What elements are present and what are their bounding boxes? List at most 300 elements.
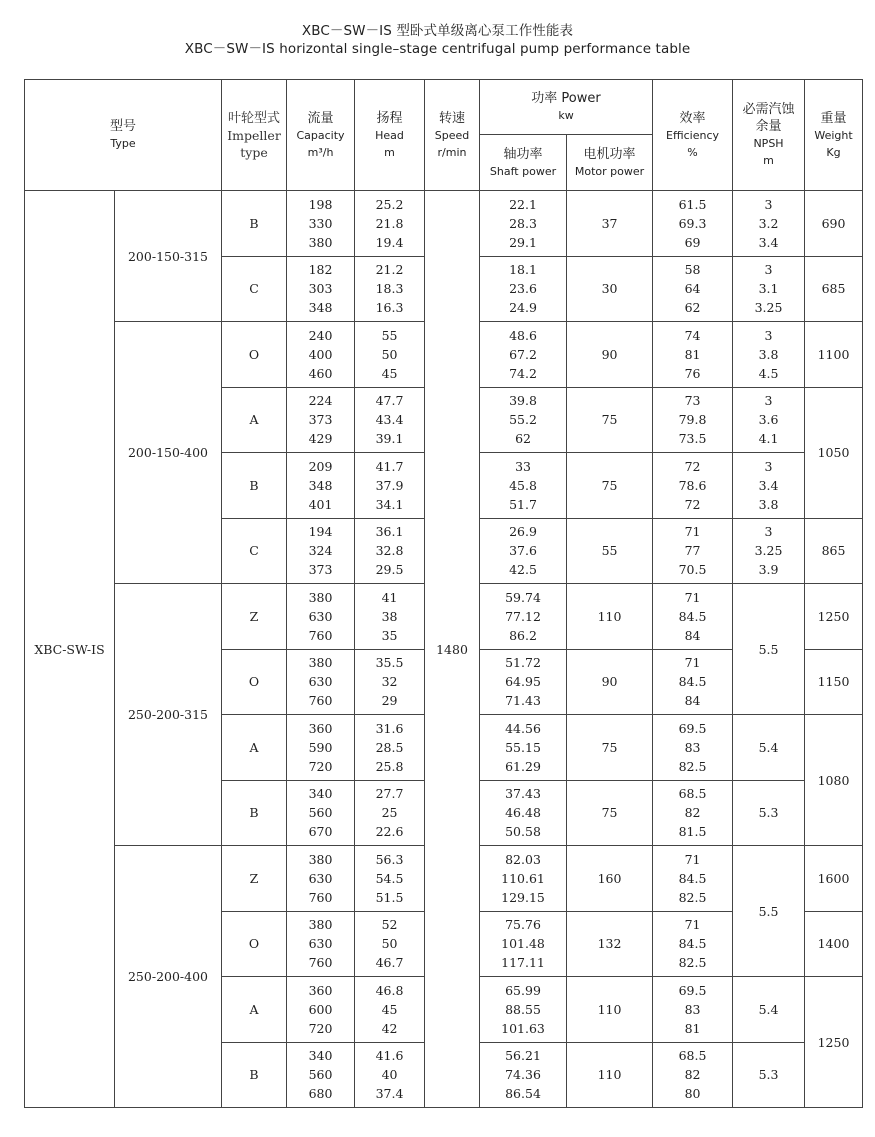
npsh-value: 3	[764, 393, 773, 409]
header-npsh-unit: m	[763, 154, 774, 167]
npsh-value: 3.8	[758, 346, 779, 362]
shaft-power-value: 110.61	[501, 870, 545, 886]
shaft-power-value: 86.2	[509, 627, 537, 643]
head-value: 56.3	[375, 851, 404, 867]
capacity-value: 324	[308, 543, 333, 559]
capacity-value: 348	[308, 300, 333, 316]
efficiency-value: 72	[684, 458, 701, 474]
npsh-cell	[733, 256, 805, 322]
head-value: 38	[381, 608, 398, 624]
head-value: 25.8	[375, 758, 404, 774]
shaft-power-value: 65.99	[505, 982, 541, 998]
efficiency-value: 71	[684, 524, 701, 540]
npsh-cell	[733, 387, 805, 453]
efficiency-value: 69.3	[678, 215, 707, 231]
capacity-cell	[287, 256, 355, 322]
capacity-cell	[287, 584, 355, 650]
shaft-power-cell	[480, 780, 567, 846]
npsh-value: 3	[764, 327, 773, 343]
impeller-cell: C	[222, 518, 287, 584]
npsh-cell: 5.4	[733, 977, 805, 1043]
head-value: 25	[381, 805, 398, 821]
impeller-cell: B	[222, 1042, 287, 1108]
capacity-cell	[287, 911, 355, 977]
efficiency-value: 83	[684, 739, 701, 755]
head-value: 47.7	[375, 393, 404, 409]
capacity-value: 720	[308, 758, 333, 774]
capacity-value: 429	[308, 431, 333, 447]
header-shaft-cn: 轴功率	[503, 146, 543, 162]
efficiency-value: 82.5	[678, 758, 707, 774]
header-impeller	[222, 80, 287, 191]
motor-power-cell: 75	[567, 387, 653, 453]
motor-power-cell: 75	[567, 715, 653, 781]
head-value: 32	[381, 674, 398, 690]
impeller-cell: O	[222, 911, 287, 977]
impeller-cell: A	[222, 387, 287, 453]
capacity-value: 360	[308, 982, 333, 998]
header-power-unit: kw	[558, 109, 574, 122]
head-value: 41	[381, 589, 398, 605]
title-block	[0, 22, 875, 58]
capacity-value: 590	[308, 739, 333, 755]
head-value: 43.4	[375, 412, 404, 428]
head-value: 52	[381, 917, 398, 933]
header-weight-cn: 重量	[820, 110, 847, 126]
efficiency-cell	[653, 977, 733, 1043]
capacity-value: 400	[308, 346, 333, 362]
efficiency-value: 84	[684, 627, 701, 643]
header-capacity-en: Capacity	[296, 128, 345, 142]
weight-cell: 1600	[805, 846, 863, 912]
npsh-value: 3.9	[758, 562, 779, 578]
header-head-cn: 扬程	[376, 110, 403, 126]
shaft-power-value: 74.2	[509, 365, 537, 381]
efficiency-value: 61.5	[678, 196, 707, 212]
head-value: 45	[381, 1001, 398, 1017]
head-value: 27.7	[375, 786, 404, 802]
impeller-cell: A	[222, 977, 287, 1043]
shaft-power-cell	[480, 846, 567, 912]
shaft-power-cell	[480, 518, 567, 584]
head-cell	[355, 715, 425, 781]
npsh-cell	[733, 518, 805, 584]
impeller-cell: Z	[222, 584, 287, 650]
npsh-value: 3.25	[754, 543, 783, 559]
model-name-cell: 200-150-400	[115, 322, 222, 584]
series-cell: XBC-SW-IS	[25, 191, 115, 1108]
header-motor-power	[567, 135, 653, 191]
shaft-power-cell	[480, 649, 567, 715]
efficiency-value: 58	[684, 262, 701, 278]
header-head	[355, 80, 425, 191]
head-value: 54.5	[375, 870, 404, 886]
shaft-power-value: 86.54	[505, 1086, 541, 1102]
shaft-power-value: 26.9	[509, 524, 537, 540]
efficiency-cell	[653, 191, 733, 257]
efficiency-value: 69.5	[678, 720, 707, 736]
head-value: 31.6	[375, 720, 404, 736]
capacity-value: 373	[308, 412, 333, 428]
efficiency-value: 64	[684, 281, 701, 297]
head-value: 36.1	[375, 524, 404, 540]
weight-cell: 1250	[805, 584, 863, 650]
capacity-value: 401	[308, 496, 333, 512]
shaft-power-value: 64.95	[505, 674, 541, 690]
efficiency-value: 72	[684, 496, 701, 512]
shaft-power-value: 42.5	[509, 562, 537, 578]
capacity-value: 680	[308, 1086, 333, 1102]
head-cell	[355, 1042, 425, 1108]
capacity-value: 360	[308, 720, 333, 736]
capacity-cell	[287, 453, 355, 519]
weight-cell: 1050	[805, 387, 863, 518]
capacity-value: 670	[308, 824, 333, 840]
motor-power-cell: 160	[567, 846, 653, 912]
head-value: 51.5	[375, 889, 404, 905]
capacity-cell	[287, 387, 355, 453]
weight-cell: 1080	[805, 715, 863, 846]
shaft-power-cell	[480, 584, 567, 650]
efficiency-value: 73	[684, 393, 701, 409]
head-cell	[355, 191, 425, 257]
efficiency-cell	[653, 322, 733, 388]
motor-power-cell: 110	[567, 584, 653, 650]
weight-cell: 865	[805, 518, 863, 584]
npsh-cell: 5.3	[733, 1042, 805, 1108]
model-name-cell: 250-200-400	[115, 846, 222, 1108]
header-type-cn: 型号	[110, 119, 137, 134]
speed-cell: 1480	[425, 191, 480, 1108]
npsh-cell: 5.4	[733, 715, 805, 781]
shaft-power-cell	[480, 1042, 567, 1108]
head-value: 40	[381, 1067, 398, 1083]
capacity-value: 348	[308, 477, 333, 493]
shaft-power-value: 24.9	[509, 300, 537, 316]
header-motor-cn: 电机功率	[583, 146, 636, 162]
npsh-value: 4.1	[758, 431, 779, 447]
efficiency-value: 70.5	[678, 562, 707, 578]
capacity-cell	[287, 1042, 355, 1108]
capacity-cell	[287, 649, 355, 715]
shaft-power-value: 28.3	[509, 215, 537, 231]
shaft-power-value: 37.6	[509, 543, 537, 559]
header-capacity-unit: m³/h	[307, 145, 334, 159]
shaft-power-value: 129.15	[501, 889, 545, 905]
efficiency-value: 84	[684, 693, 701, 709]
header-npsh-en: NPSH	[753, 137, 784, 150]
efficiency-cell	[653, 780, 733, 846]
head-cell	[355, 780, 425, 846]
capacity-value: 630	[308, 936, 333, 952]
efficiency-value: 84.5	[678, 608, 707, 624]
motor-power-cell: 30	[567, 256, 653, 322]
head-value: 37.9	[375, 477, 404, 493]
table-row	[25, 191, 863, 257]
impeller-cell: C	[222, 256, 287, 322]
header-eff-cn: 效率	[679, 110, 706, 126]
shaft-power-value: 50.58	[505, 824, 541, 840]
efficiency-value: 69	[684, 234, 701, 250]
npsh-cell: 5.5	[733, 846, 805, 977]
capacity-value: 560	[308, 805, 333, 821]
capacity-value: 330	[308, 215, 333, 231]
shaft-power-value: 45.8	[509, 477, 537, 493]
motor-power-cell: 75	[567, 453, 653, 519]
capacity-value: 198	[308, 196, 333, 212]
weight-cell: 1150	[805, 649, 863, 715]
head-cell	[355, 518, 425, 584]
header-speed-unit: r/min	[437, 145, 467, 159]
capacity-value: 720	[308, 1020, 333, 1036]
head-cell	[355, 453, 425, 519]
capacity-value: 340	[308, 786, 333, 802]
impeller-cell: A	[222, 715, 287, 781]
motor-power-cell: 37	[567, 191, 653, 257]
efficiency-value: 83	[684, 1001, 701, 1017]
efficiency-cell	[653, 649, 733, 715]
efficiency-cell	[653, 911, 733, 977]
npsh-cell	[733, 322, 805, 388]
header-shaft-power	[480, 135, 567, 191]
head-value: 46.7	[375, 955, 404, 971]
efficiency-cell	[653, 584, 733, 650]
model-name-cell: 250-200-315	[115, 584, 222, 846]
efficiency-value: 77	[684, 543, 701, 559]
impeller-cell: B	[222, 780, 287, 846]
efficiency-value: 84.5	[678, 936, 707, 952]
shaft-power-cell	[480, 256, 567, 322]
capacity-cell	[287, 780, 355, 846]
capacity-cell	[287, 715, 355, 781]
efficiency-cell	[653, 453, 733, 519]
capacity-cell	[287, 322, 355, 388]
head-value: 34.1	[375, 496, 404, 512]
efficiency-value: 71	[684, 589, 701, 605]
npsh-value: 3.8	[758, 496, 779, 512]
capacity-value: 182	[308, 262, 333, 278]
shaft-power-value: 117.11	[501, 955, 545, 971]
header-efficiency	[653, 80, 733, 191]
header-impeller-cn: 叶轮型式	[228, 110, 281, 126]
npsh-value: 3.4	[758, 234, 779, 250]
npsh-value: 3.1	[758, 281, 779, 297]
efficiency-value: 71	[684, 655, 701, 671]
header-eff-unit: %	[687, 145, 698, 159]
head-cell	[355, 387, 425, 453]
head-value: 42	[381, 1020, 398, 1036]
shaft-power-cell	[480, 911, 567, 977]
npsh-cell	[733, 453, 805, 519]
shaft-power-value: 77.12	[505, 608, 541, 624]
capacity-cell	[287, 977, 355, 1043]
capacity-value: 303	[308, 281, 333, 297]
capacity-value: 240	[308, 327, 333, 343]
motor-power-cell: 132	[567, 911, 653, 977]
shaft-power-value: 18.1	[509, 262, 537, 278]
header-speed-cn: 转速	[439, 110, 466, 126]
capacity-value: 380	[308, 917, 333, 933]
head-cell	[355, 584, 425, 650]
performance-table-wrap	[24, 79, 862, 1106]
shaft-power-value: 56.21	[505, 1048, 541, 1064]
head-value: 35	[381, 627, 398, 643]
head-value: 39.1	[375, 431, 404, 447]
npsh-value: 3	[764, 196, 773, 212]
shaft-power-value: 51.72	[505, 655, 541, 671]
shaft-power-value: 61.29	[505, 758, 541, 774]
header-impeller-en2: type	[240, 144, 268, 160]
shaft-power-value: 101.63	[501, 1020, 545, 1036]
efficiency-value: 80	[684, 1086, 701, 1102]
capacity-cell	[287, 518, 355, 584]
npsh-value: 3	[764, 524, 773, 540]
head-cell	[355, 256, 425, 322]
header-speed	[425, 80, 480, 191]
weight-cell: 1100	[805, 322, 863, 388]
head-value: 25.2	[375, 196, 404, 212]
efficiency-value: 81.5	[678, 824, 707, 840]
capacity-value: 760	[308, 955, 333, 971]
npsh-value: 3.4	[758, 477, 779, 493]
shaft-power-value: 75.76	[505, 917, 541, 933]
capacity-cell	[287, 846, 355, 912]
shaft-power-cell	[480, 715, 567, 781]
capacity-value: 560	[308, 1067, 333, 1083]
efficiency-value: 71	[684, 917, 701, 933]
shaft-power-value: 33	[515, 458, 531, 474]
capacity-value: 600	[308, 1001, 333, 1017]
capacity-value: 380	[308, 234, 333, 250]
efficiency-cell	[653, 1042, 733, 1108]
efficiency-value: 62	[684, 300, 701, 316]
header-impeller-en1: Impeller	[227, 127, 281, 143]
header-speed-en: Speed	[434, 128, 470, 142]
shaft-power-value: 44.56	[505, 720, 541, 736]
header-npsh-cn2: 余量	[755, 119, 782, 134]
head-value: 21.8	[375, 215, 404, 231]
efficiency-value: 68.5	[678, 786, 707, 802]
head-value: 21.2	[375, 262, 404, 278]
efficiency-value: 76	[684, 365, 701, 381]
head-value: 55	[381, 327, 398, 343]
capacity-value: 760	[308, 889, 333, 905]
header-power-cn: 功率 Power	[531, 91, 601, 106]
shaft-power-cell	[480, 453, 567, 519]
performance-table	[24, 79, 863, 1108]
head-value: 19.4	[375, 234, 404, 250]
capacity-value: 194	[308, 524, 333, 540]
header-npsh	[733, 80, 805, 191]
capacity-value: 630	[308, 608, 333, 624]
efficiency-cell	[653, 387, 733, 453]
shaft-power-value: 67.2	[509, 346, 537, 362]
capacity-value: 209	[308, 458, 333, 474]
head-value: 16.3	[375, 300, 404, 316]
head-value: 29	[381, 693, 398, 709]
efficiency-value: 81	[684, 1020, 701, 1036]
efficiency-value: 84.5	[678, 674, 707, 690]
efficiency-value: 78.6	[678, 477, 707, 493]
capacity-value: 380	[308, 589, 333, 605]
shaft-power-value: 46.48	[505, 805, 541, 821]
shaft-power-cell	[480, 191, 567, 257]
title-cn: XBC－SW－IS 型卧式单级离心泵工作性能表	[301, 23, 574, 39]
header-head-en: Head	[375, 128, 404, 142]
head-value: 50	[381, 346, 398, 362]
npsh-value: 3.6	[758, 412, 779, 428]
efficiency-value: 73.5	[678, 431, 707, 447]
shaft-power-value: 71.43	[505, 693, 541, 709]
capacity-value: 630	[308, 870, 333, 886]
motor-power-cell: 75	[567, 780, 653, 846]
header-weight-en: Weight	[814, 128, 853, 142]
shaft-power-value: 23.6	[509, 281, 537, 297]
shaft-power-value: 74.36	[505, 1067, 541, 1083]
shaft-power-cell	[480, 387, 567, 453]
efficiency-value: 82	[684, 805, 701, 821]
shaft-power-cell	[480, 977, 567, 1043]
efficiency-cell	[653, 715, 733, 781]
capacity-value: 630	[308, 674, 333, 690]
efficiency-value: 82	[684, 1067, 701, 1083]
efficiency-value: 68.5	[678, 1048, 707, 1064]
npsh-value: 3.25	[754, 300, 783, 316]
efficiency-value: 82.5	[678, 889, 707, 905]
head-cell	[355, 911, 425, 977]
header-capacity	[287, 80, 355, 191]
header-power	[480, 80, 653, 135]
head-cell	[355, 977, 425, 1043]
head-value: 50	[381, 936, 398, 952]
head-value: 41.6	[375, 1048, 404, 1064]
head-cell	[355, 846, 425, 912]
efficiency-value: 79.8	[678, 412, 707, 428]
header-type	[25, 80, 222, 191]
npsh-cell: 5.5	[733, 584, 805, 715]
header-eff-en: Efficiency	[666, 128, 720, 142]
shaft-power-value: 22.1	[509, 196, 537, 212]
efficiency-value: 82.5	[678, 955, 707, 971]
header-npsh-cn1: 必需汽蚀	[742, 102, 795, 117]
head-value: 32.8	[375, 543, 404, 559]
motor-power-cell: 90	[567, 649, 653, 715]
impeller-cell: O	[222, 649, 287, 715]
efficiency-value: 69.5	[678, 982, 707, 998]
head-value: 41.7	[375, 458, 404, 474]
shaft-power-value: 59.74	[505, 589, 541, 605]
npsh-value: 3	[764, 458, 773, 474]
shaft-power-value: 29.1	[509, 234, 537, 250]
header-weight-unit: Kg	[826, 145, 841, 159]
head-value: 22.6	[375, 824, 404, 840]
capacity-value: 460	[308, 365, 333, 381]
npsh-value: 3	[764, 262, 773, 278]
capacity-value: 340	[308, 1048, 333, 1064]
impeller-cell: O	[222, 322, 287, 388]
efficiency-value: 84.5	[678, 870, 707, 886]
header-motor-en: Motor power	[574, 164, 645, 178]
weight-cell: 1400	[805, 911, 863, 977]
head-value: 46.8	[375, 982, 404, 998]
weight-cell: 690	[805, 191, 863, 257]
efficiency-value: 71	[684, 851, 701, 867]
shaft-power-value: 55.2	[509, 412, 537, 428]
npsh-cell	[733, 191, 805, 257]
head-value: 45	[381, 365, 398, 381]
impeller-cell: Z	[222, 846, 287, 912]
motor-power-cell: 110	[567, 1042, 653, 1108]
